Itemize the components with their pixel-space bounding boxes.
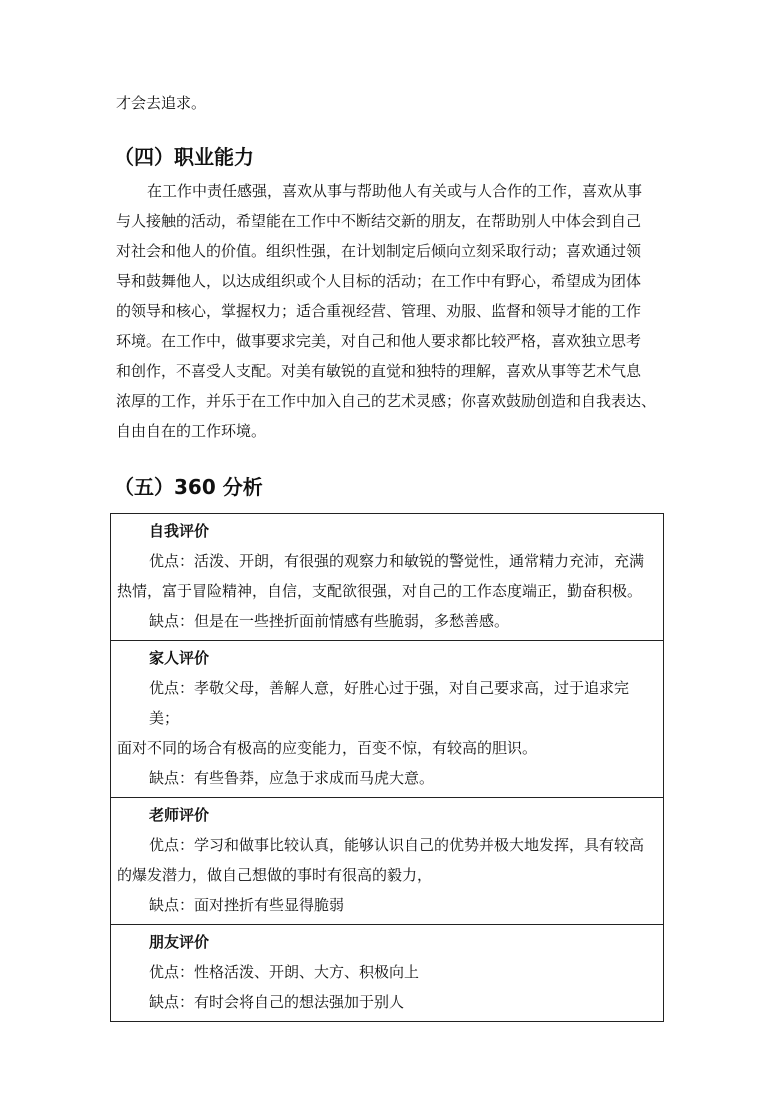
eval-pros-line: 优点：活泼、开朗，有很强的观察力和敏锐的警觉性，通常精力充沛，充满 [149, 552, 645, 570]
eval-pros-line: 热情，富于冒险精神，自信，支配欲很强，对自己的工作态度端正，勤奋积极。 [117, 582, 643, 600]
eval-cons-line: 缺点：面对挫折有些显得脆弱 [149, 896, 345, 914]
eval-block-family [111, 640, 663, 797]
eval-block-teacher [111, 797, 663, 924]
career-ability-paragraph [116, 176, 664, 446]
eval-title: 朋友评价 [149, 933, 210, 951]
paragraph-line: 环境。在工作中，做事要求完美，对自己和他人要求都比较严格，喜欢独立思考 [116, 332, 642, 350]
section-heading-career-ability: （四）职业能力 [114, 145, 254, 169]
section-heading-360-analysis: （五）360 分析 [114, 475, 263, 499]
eval-pros-line: 优点：学习和做事比较认真，能够认识自己的优势并极大地发挥，具有较高 [149, 836, 645, 854]
paragraph-line: 自由自在的工作环境。 [116, 422, 267, 440]
paragraph-line: 在工作中责任感强，喜欢从事与帮助他人有关或与人合作的工作，喜欢从事 [147, 182, 643, 200]
eval-pros-line: 面对不同的场合有极高的应变能力，百变不惊，有较高的胆识。 [117, 739, 538, 757]
eval-cons-line: 缺点：有些鲁莽，应急于求成而马虎大意。 [149, 769, 435, 787]
paragraph-line: 和创作，不喜受人支配。对美有敏锐的直觉和独特的理解，喜欢从事等艺术气息 [116, 362, 642, 380]
paragraph-line: 浓厚的工作，并乐于在工作中加入自己的艺术灵感；你喜欢鼓励创造和自我表达、 [116, 392, 657, 410]
eval-title: 自我评价 [149, 522, 210, 540]
eval-pros-line: 优点：孝敬父母，善解人意，好胜心过于强，对自己要求高，过于追求完美； [149, 679, 630, 727]
eval-block-friend [111, 924, 663, 1021]
eval-cons-line: 缺点：但是在一些挫折面前情感有些脆弱，多愁善感。 [149, 612, 510, 630]
evaluation-table [110, 513, 664, 1022]
paragraph-line: 与人接触的活动，希望能在工作中不断结交新的朋友，在帮助别人中体会到自己 [116, 212, 642, 230]
continuation-text: 才会去追求。 [116, 94, 207, 112]
paragraph-line: 的领导和核心，掌握权力；适合重视经营、管理、劝服、监督和领导才能的工作 [116, 302, 642, 320]
paragraph-line: 对社会和他人的价值。组织性强，在计划制定后倾向立刻采取行动；喜欢通过领 [116, 242, 642, 260]
eval-cons-line: 缺点：有时会将自己的想法强加于别人 [149, 993, 405, 1011]
eval-title: 家人评价 [149, 649, 210, 667]
eval-pros-line: 的爆发潜力，做自己想做的事时有很高的毅力， [117, 866, 433, 884]
eval-pros-line: 优点：性格活泼、开朗、大方、积极向上 [149, 963, 420, 981]
paragraph-line: 导和鼓舞他人，以达成组织或个人目标的活动；在工作中有野心，希望成为团体 [116, 272, 642, 290]
eval-title: 老师评价 [149, 806, 210, 824]
eval-block-self [111, 514, 663, 640]
